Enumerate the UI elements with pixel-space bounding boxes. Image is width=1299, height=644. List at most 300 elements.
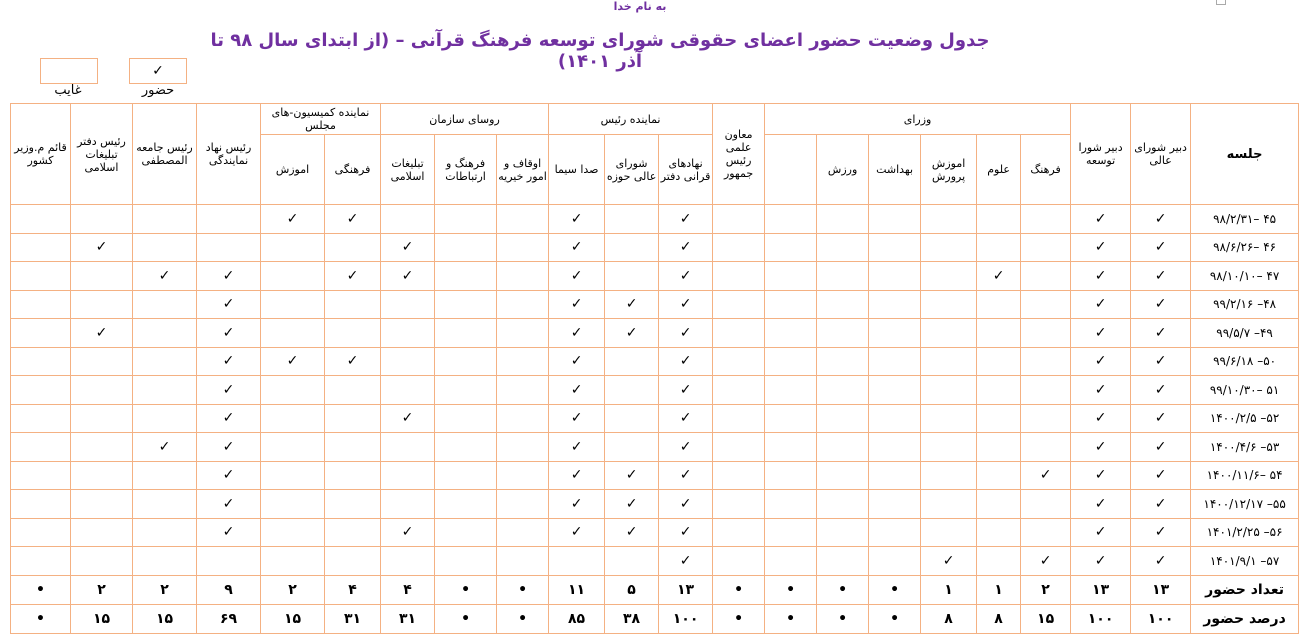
check-mark-cell: ✓ — [197, 433, 261, 462]
check-mark-cell: ✓ — [197, 490, 261, 519]
empty-cell — [133, 518, 197, 547]
check-mark-cell: ✓ — [659, 290, 713, 319]
empty-cell — [133, 547, 197, 576]
empty-cell — [977, 547, 1021, 576]
table-row — [11, 461, 1299, 490]
empty-cell — [71, 461, 133, 490]
empty-cell — [325, 547, 381, 576]
empty-cell — [11, 547, 71, 576]
empty-cell — [869, 490, 921, 519]
empty-cell — [1021, 376, 1071, 405]
empty-cell — [605, 347, 659, 376]
empty-cell — [497, 433, 549, 462]
empty-cell — [497, 290, 549, 319]
empty-cell — [381, 319, 435, 348]
empty-cell — [817, 319, 869, 348]
session-cell: ۴۶ –۹۸/۶/۲۶ — [1191, 233, 1299, 262]
empty-cell — [435, 233, 497, 262]
empty-cell — [817, 518, 869, 547]
empty-cell — [11, 433, 71, 462]
percent-row-value: ۳۱ — [325, 604, 381, 633]
empty-cell — [921, 518, 977, 547]
empty-cell — [713, 319, 765, 348]
empty-cell — [435, 262, 497, 291]
check-mark-cell: ✓ — [197, 518, 261, 547]
empty-cell — [133, 490, 197, 519]
check-mark-cell: ✓ — [1131, 233, 1191, 262]
empty-cell — [817, 347, 869, 376]
empty-cell — [921, 347, 977, 376]
legend-present-box: ✓ — [129, 58, 187, 84]
empty-cell — [261, 404, 325, 433]
legend-absent-label: غایب — [54, 83, 82, 98]
check-mark-cell: ✓ — [605, 461, 659, 490]
table-row — [11, 262, 1299, 291]
empty-cell — [977, 233, 1021, 262]
empty-cell — [817, 547, 869, 576]
empty-cell — [765, 319, 817, 348]
count-row-value: ۱۱ — [549, 575, 605, 604]
count-row-value: • — [817, 575, 869, 604]
empty-cell — [1021, 433, 1071, 462]
empty-cell — [977, 319, 1021, 348]
empty-cell — [869, 547, 921, 576]
empty-cell — [869, 518, 921, 547]
empty-cell — [869, 262, 921, 291]
percent-row-value: • — [817, 604, 869, 633]
empty-cell — [921, 490, 977, 519]
check-mark-cell: ✓ — [549, 262, 605, 291]
empty-cell — [605, 376, 659, 405]
check-mark-cell: ✓ — [1071, 490, 1131, 519]
empty-cell — [133, 233, 197, 262]
check-mark-cell: ✓ — [549, 233, 605, 262]
empty-cell — [921, 376, 977, 405]
empty-cell — [765, 433, 817, 462]
percent-row-value: • — [713, 604, 765, 633]
check-mark-cell: ✓ — [71, 233, 133, 262]
empty-cell — [977, 376, 1021, 405]
check-mark-cell: ✓ — [133, 262, 197, 291]
empty-cell — [817, 404, 869, 433]
empty-cell — [261, 547, 325, 576]
count-row-value: • — [869, 575, 921, 604]
empty-cell — [325, 233, 381, 262]
empty-cell — [977, 461, 1021, 490]
check-mark-cell: ✓ — [659, 205, 713, 234]
corner-mark — [1216, 0, 1226, 5]
empty-cell — [713, 404, 765, 433]
empty-cell — [261, 518, 325, 547]
check-mark-cell: ✓ — [549, 319, 605, 348]
percent-row-value: ۶۹ — [197, 604, 261, 633]
empty-cell — [765, 518, 817, 547]
percent-row-value: ۱۵ — [261, 604, 325, 633]
empty-cell — [977, 490, 1021, 519]
empty-cell — [497, 518, 549, 547]
empty-cell — [71, 404, 133, 433]
empty-cell — [197, 205, 261, 234]
percent-row-label: درصد حضور — [1191, 604, 1299, 633]
check-mark-cell: ✓ — [549, 461, 605, 490]
check-mark-cell: ✓ — [549, 347, 605, 376]
check-mark-cell: ✓ — [659, 518, 713, 547]
percent-row-value: ۳۸ — [605, 604, 659, 633]
check-mark-cell: ✓ — [659, 319, 713, 348]
empty-cell — [713, 376, 765, 405]
check-mark-cell: ✓ — [1131, 262, 1191, 291]
empty-cell — [325, 290, 381, 319]
check-mark-cell: ✓ — [381, 233, 435, 262]
column-header: علوم — [977, 135, 1021, 205]
check-mark-cell: ✓ — [605, 490, 659, 519]
column-header: رئیس نهاد نمایندگی — [197, 104, 261, 205]
check-mark-cell: ✓ — [197, 262, 261, 291]
empty-cell — [261, 262, 325, 291]
check-mark-cell: ✓ — [197, 290, 261, 319]
empty-cell — [497, 262, 549, 291]
empty-cell — [605, 547, 659, 576]
session-cell: ۵۲– ۱۴۰۰/۲/۵ — [1191, 404, 1299, 433]
table-row — [11, 433, 1299, 462]
empty-cell — [11, 290, 71, 319]
percent-row-value: ۱۰۰ — [659, 604, 713, 633]
session-cell: ۴۸– ۹۹/۲/۱۶ — [1191, 290, 1299, 319]
check-mark-cell: ✓ — [1071, 518, 1131, 547]
empty-cell — [11, 404, 71, 433]
column-header: شورای عالی حوزه — [605, 135, 659, 205]
empty-cell — [765, 404, 817, 433]
empty-cell — [921, 205, 977, 234]
group-header: روسای سازمان — [381, 104, 549, 135]
check-mark-cell: ✓ — [197, 404, 261, 433]
check-mark-cell: ✓ — [605, 290, 659, 319]
check-mark-cell: ✓ — [1131, 290, 1191, 319]
table-row — [11, 490, 1299, 519]
session-column-header: جلسه — [1191, 104, 1299, 205]
empty-cell — [921, 290, 977, 319]
empty-cell — [71, 376, 133, 405]
percent-row-value: • — [869, 604, 921, 633]
check-mark-cell: ✓ — [921, 547, 977, 576]
empty-cell — [817, 490, 869, 519]
empty-cell — [133, 376, 197, 405]
empty-cell — [325, 404, 381, 433]
empty-cell — [497, 547, 549, 576]
percent-row-value: ۸ — [977, 604, 1021, 633]
check-mark-cell: ✓ — [1131, 518, 1191, 547]
percent-row-value: ۱۵ — [71, 604, 133, 633]
percent-row-value: • — [11, 604, 71, 633]
empty-cell — [325, 461, 381, 490]
empty-cell — [133, 319, 197, 348]
empty-cell — [605, 433, 659, 462]
empty-cell — [1021, 319, 1071, 348]
empty-cell — [713, 262, 765, 291]
check-mark-cell: ✓ — [1131, 319, 1191, 348]
empty-cell — [381, 433, 435, 462]
empty-cell — [11, 347, 71, 376]
count-row-value: ۹ — [197, 575, 261, 604]
empty-cell — [325, 319, 381, 348]
empty-cell — [435, 319, 497, 348]
check-mark-cell: ✓ — [1131, 404, 1191, 433]
empty-cell — [869, 319, 921, 348]
check-mark-cell: ✓ — [605, 518, 659, 547]
empty-cell — [11, 490, 71, 519]
empty-cell — [71, 262, 133, 291]
table-row — [11, 376, 1299, 405]
empty-cell — [71, 518, 133, 547]
check-mark-cell: ✓ — [1071, 233, 1131, 262]
empty-cell — [381, 376, 435, 405]
empty-cell — [435, 461, 497, 490]
empty-cell — [817, 262, 869, 291]
empty-cell — [11, 518, 71, 547]
empty-cell — [765, 205, 817, 234]
empty-cell — [325, 518, 381, 547]
check-mark-cell: ✓ — [1131, 347, 1191, 376]
empty-cell — [261, 433, 325, 462]
session-cell: ۵۳– ۱۴۰۰/۴/۶ — [1191, 433, 1299, 462]
column-header: فرهنگ — [1021, 135, 1071, 205]
check-mark-cell: ✓ — [549, 376, 605, 405]
percent-row-value: ۱۰۰ — [1071, 604, 1131, 633]
count-row-value: • — [435, 575, 497, 604]
empty-cell — [11, 262, 71, 291]
count-row-value: ۱ — [977, 575, 1021, 604]
empty-cell — [435, 433, 497, 462]
column-header: رئیس جامعه المصطفی — [133, 104, 197, 205]
check-mark-cell: ✓ — [977, 262, 1021, 291]
empty-cell — [435, 347, 497, 376]
table-row — [11, 319, 1299, 348]
empty-cell — [435, 518, 497, 547]
column-header: معاون علمی رئیس جمهور — [713, 104, 765, 205]
table-row — [11, 290, 1299, 319]
empty-cell — [977, 347, 1021, 376]
column-header: اموزش — [261, 135, 325, 205]
check-mark-cell: ✓ — [325, 262, 381, 291]
check-mark-cell: ✓ — [549, 290, 605, 319]
empty-cell — [497, 404, 549, 433]
session-cell: ۴۵ –۹۸/۲/۳۱ — [1191, 205, 1299, 234]
empty-cell — [261, 233, 325, 262]
empty-cell — [765, 233, 817, 262]
empty-cell — [869, 205, 921, 234]
empty-cell — [869, 461, 921, 490]
empty-cell — [133, 205, 197, 234]
empty-cell — [381, 205, 435, 234]
empty-cell — [497, 233, 549, 262]
empty-cell — [817, 461, 869, 490]
empty-cell — [381, 490, 435, 519]
empty-cell — [605, 262, 659, 291]
empty-cell — [713, 518, 765, 547]
check-mark-cell: ✓ — [261, 347, 325, 376]
check-mark-cell: ✓ — [1131, 547, 1191, 576]
check-mark-cell: ✓ — [659, 233, 713, 262]
empty-cell — [921, 319, 977, 348]
percent-row-value: ۱۵ — [1021, 604, 1071, 633]
empty-cell — [497, 319, 549, 348]
count-row-value: ۴ — [325, 575, 381, 604]
check-mark-cell: ✓ — [1021, 461, 1071, 490]
count-row-value: • — [11, 575, 71, 604]
check-mark-cell: ✓ — [1071, 461, 1131, 490]
empty-cell — [765, 290, 817, 319]
empty-cell — [71, 290, 133, 319]
empty-cell — [977, 290, 1021, 319]
empty-cell — [817, 205, 869, 234]
empty-cell — [133, 347, 197, 376]
column-header: نهادهای قرانی دفتر — [659, 135, 713, 205]
empty-cell — [605, 205, 659, 234]
count-row-value: • — [497, 575, 549, 604]
check-mark-cell: ✓ — [1021, 547, 1071, 576]
count-row-value: ۱ — [921, 575, 977, 604]
empty-cell — [261, 490, 325, 519]
empty-cell — [869, 404, 921, 433]
group-header: نماینده رئیس — [549, 104, 713, 135]
check-mark-cell: ✓ — [1071, 319, 1131, 348]
empty-cell — [869, 347, 921, 376]
empty-cell — [1021, 518, 1071, 547]
session-cell: ۵۰– ۹۹/۶/۱۸ — [1191, 347, 1299, 376]
empty-cell — [435, 404, 497, 433]
column-header: اموزش پرورش — [921, 135, 977, 205]
percent-row-value: ۸۵ — [549, 604, 605, 633]
percent-row-value: ۱۰۰ — [1131, 604, 1191, 633]
column-header: فرهنگ و ارتباطات — [435, 135, 497, 205]
empty-cell — [435, 490, 497, 519]
percent-row — [11, 604, 1299, 633]
table-row — [11, 518, 1299, 547]
session-cell: ۴۹– ۹۹/۵/۷ — [1191, 319, 1299, 348]
empty-cell — [381, 347, 435, 376]
check-mark-cell: ✓ — [325, 205, 381, 234]
check-mark-cell: ✓ — [1131, 376, 1191, 405]
empty-cell — [497, 461, 549, 490]
table-row — [11, 347, 1299, 376]
check-mark-cell: ✓ — [197, 319, 261, 348]
check-mark-cell: ✓ — [659, 376, 713, 405]
empty-cell — [71, 347, 133, 376]
check-mark-cell: ✓ — [1071, 404, 1131, 433]
session-cell: ۵۷– ۱۴۰۱/۹/۱ — [1191, 547, 1299, 576]
empty-cell — [713, 233, 765, 262]
basmala-header: به نام خدا — [613, 0, 667, 13]
empty-cell — [1021, 490, 1071, 519]
empty-cell — [605, 233, 659, 262]
check-mark-cell: ✓ — [1071, 547, 1131, 576]
empty-cell — [921, 433, 977, 462]
empty-cell — [765, 262, 817, 291]
check-mark-cell: ✓ — [197, 461, 261, 490]
empty-cell — [497, 490, 549, 519]
empty-cell — [605, 404, 659, 433]
column-header — [765, 135, 817, 205]
empty-cell — [977, 518, 1021, 547]
empty-cell — [11, 376, 71, 405]
check-mark-cell: ✓ — [659, 262, 713, 291]
count-row-value: ۲ — [71, 575, 133, 604]
empty-cell — [71, 547, 133, 576]
count-row — [11, 575, 1299, 604]
check-mark-cell: ✓ — [659, 490, 713, 519]
empty-cell — [765, 347, 817, 376]
check-mark-cell: ✓ — [549, 490, 605, 519]
percent-row-value: • — [497, 604, 549, 633]
empty-cell — [817, 290, 869, 319]
column-header: رئیس دفتر تبلیغات اسلامی — [71, 104, 133, 205]
column-header: اوقاف و امور خیریه — [497, 135, 549, 205]
empty-cell — [71, 490, 133, 519]
check-mark-cell: ✓ — [549, 205, 605, 234]
empty-cell — [381, 461, 435, 490]
empty-cell — [1021, 290, 1071, 319]
check-mark-cell: ✓ — [381, 404, 435, 433]
empty-cell — [977, 205, 1021, 234]
percent-row-value: • — [765, 604, 817, 633]
check-mark-cell: ✓ — [197, 347, 261, 376]
empty-cell — [817, 233, 869, 262]
percent-row-value: • — [435, 604, 497, 633]
check-mark-cell: ✓ — [659, 547, 713, 576]
legend-absent-box — [40, 58, 98, 84]
check-mark-cell: ✓ — [1071, 433, 1131, 462]
empty-cell — [921, 461, 977, 490]
check-mark-cell: ✓ — [1131, 433, 1191, 462]
empty-cell — [765, 376, 817, 405]
count-row-value: • — [713, 575, 765, 604]
page-title: جدول وضعیت حضور اعضای حقوقی شورای توسعه فرهنگ قرآنی – (از ابتدای سال ۹۸ تا آذر ۱۴۰۱) — [210, 30, 990, 72]
check-mark-cell: ✓ — [549, 518, 605, 547]
count-row-value: ۱۳ — [1131, 575, 1191, 604]
empty-cell — [435, 376, 497, 405]
check-mark-cell: ✓ — [1131, 490, 1191, 519]
empty-cell — [817, 433, 869, 462]
empty-cell — [713, 547, 765, 576]
column-header: فرهنگی — [325, 135, 381, 205]
count-row-value: ۴ — [381, 575, 435, 604]
count-row-value: • — [765, 575, 817, 604]
check-mark-cell: ✓ — [1131, 461, 1191, 490]
empty-cell — [869, 376, 921, 405]
empty-cell — [11, 205, 71, 234]
check-mark-cell: ✓ — [1071, 262, 1131, 291]
session-cell: ۴۷ –۹۸/۱۰/۱۰ — [1191, 262, 1299, 291]
empty-cell — [1021, 205, 1071, 234]
empty-cell — [261, 376, 325, 405]
check-mark-cell: ✓ — [659, 347, 713, 376]
column-header: صدا سیما — [549, 135, 605, 205]
check-mark-cell: ✓ — [549, 404, 605, 433]
check-mark-cell: ✓ — [325, 347, 381, 376]
empty-cell — [713, 461, 765, 490]
attendance-table — [10, 103, 1299, 634]
empty-cell — [325, 376, 381, 405]
empty-cell — [197, 233, 261, 262]
empty-cell — [11, 233, 71, 262]
empty-cell — [261, 319, 325, 348]
check-mark-cell: ✓ — [1071, 376, 1131, 405]
empty-cell — [817, 376, 869, 405]
check-mark-cell: ✓ — [659, 404, 713, 433]
empty-cell — [497, 205, 549, 234]
column-header: دبیر شورای عالی — [1131, 104, 1191, 205]
empty-cell — [713, 490, 765, 519]
